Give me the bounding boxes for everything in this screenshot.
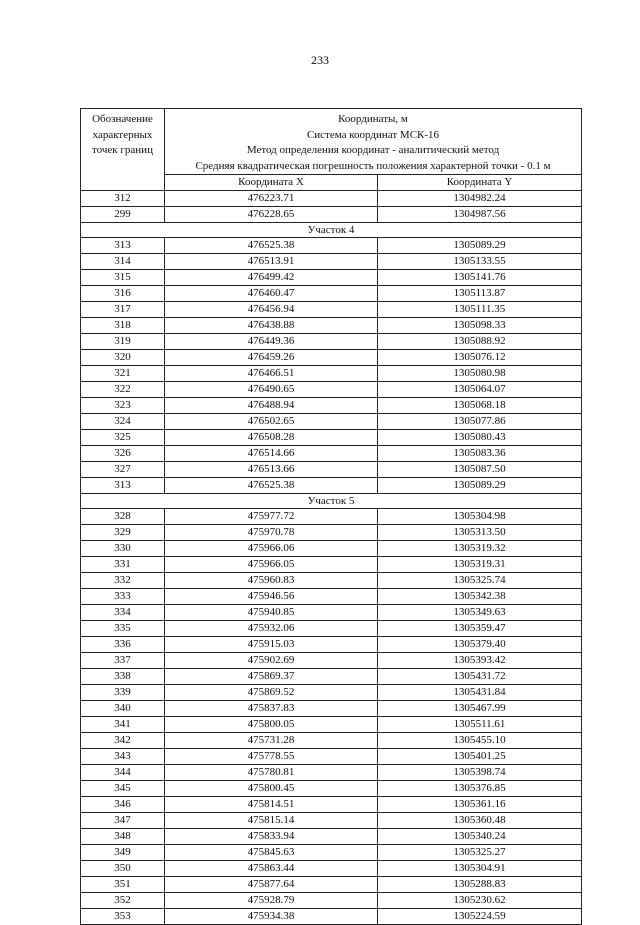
table-row: [81, 446, 582, 462]
table-row: [81, 430, 582, 446]
section-label: Участок 5: [81, 494, 582, 509]
coordinate-y-cell: 1305230.62: [378, 893, 582, 909]
coordinate-y-cell: 1305431.84: [378, 685, 582, 701]
coordinate-y-cell: 1305455.10: [378, 733, 582, 749]
coordinate-y-cell: 1305098.33: [378, 318, 582, 334]
point-id-cell: 321: [81, 366, 165, 382]
point-id-cell: 350: [81, 861, 165, 877]
table-row: [81, 717, 582, 733]
coordinate-x-cell: 475863.44: [165, 861, 378, 877]
coordinate-y-cell: 1305376.85: [378, 781, 582, 797]
table-row: [81, 573, 582, 589]
coordinate-y-cell: 1305304.91: [378, 861, 582, 877]
coordinate-x-cell: 475780.81: [165, 765, 378, 781]
coordinate-x-cell: 475869.37: [165, 669, 378, 685]
coordinate-y-cell: 1305319.32: [378, 541, 582, 557]
point-id-cell: 319: [81, 334, 165, 350]
coordinate-y-cell: 1305141.76: [378, 270, 582, 286]
accuracy-line: Средняя квадратическая погрешность положения характерной точки - 0.1 м: [195, 159, 551, 172]
table-row: [81, 813, 582, 829]
point-id-cell: 334: [81, 605, 165, 621]
coordinate-x-cell: 475800.05: [165, 717, 378, 733]
coordinate-x-cell: 476502.65: [165, 414, 378, 430]
table-row: [81, 589, 582, 605]
point-id-cell: 336: [81, 637, 165, 653]
table-row: [81, 525, 582, 541]
table-row: [81, 382, 582, 398]
coordinate-x-cell: 475966.05: [165, 557, 378, 573]
point-id-cell: 330: [81, 541, 165, 557]
coordinate-y-cell: 1305080.98: [378, 366, 582, 382]
coordinate-x-cell: 475814.51: [165, 797, 378, 813]
table-row: [81, 557, 582, 573]
point-id-cell: 324: [81, 414, 165, 430]
point-id-cell: 327: [81, 462, 165, 478]
table-row: [81, 462, 582, 478]
coordinate-y-cell: 1305467.99: [378, 701, 582, 717]
coordinates-table-body: [81, 109, 582, 925]
coordinate-x-cell: 475970.78: [165, 525, 378, 541]
table-row: [81, 701, 582, 717]
coordinate-x-cell: 476466.51: [165, 366, 378, 382]
coordinate-x-cell: 476438.88: [165, 318, 378, 334]
table-row: [81, 254, 582, 270]
point-id-cell: 348: [81, 829, 165, 845]
coordinate-x-cell: 475837.83: [165, 701, 378, 717]
page-number: 233: [311, 53, 329, 67]
coordinate-x-cell: 475934.38: [165, 909, 378, 925]
table-row: [81, 669, 582, 685]
coordinate-x-cell: 476460.47: [165, 286, 378, 302]
point-id-cell: 343: [81, 749, 165, 765]
coordinate-x-cell: 475940.85: [165, 605, 378, 621]
coordinate-x-cell: 475731.28: [165, 733, 378, 749]
point-id-cell: 325: [81, 430, 165, 446]
table-row: [81, 191, 582, 207]
coordinate-x-cell: 476525.38: [165, 238, 378, 254]
point-id-cell: 342: [81, 733, 165, 749]
coordinate-y-cell: 1305077.86: [378, 414, 582, 430]
coordinate-y-cell: 1305089.29: [378, 478, 582, 494]
table-row: [81, 685, 582, 701]
coordinate-y-cell: 1305304.98: [378, 509, 582, 525]
point-designation-header-line: точек границ: [92, 144, 153, 156]
point-id-cell: 352: [81, 893, 165, 909]
coordinate-x-header: Координата X: [165, 175, 378, 191]
coordinate-y-cell: 1305083.36: [378, 446, 582, 462]
coordinate-y-cell: 1305133.55: [378, 254, 582, 270]
point-id-cell: 332: [81, 573, 165, 589]
coordinates-header-line: Координаты, м: [338, 113, 408, 125]
point-id-cell: 346: [81, 797, 165, 813]
table-row: [81, 334, 582, 350]
coordinate-x-cell: 475815.14: [165, 813, 378, 829]
point-id-cell: 323: [81, 398, 165, 414]
point-id-cell: 299: [81, 207, 165, 223]
coordinate-y-cell: 1305068.18: [378, 398, 582, 414]
table-row: [81, 749, 582, 765]
coordinate-y-cell: 1305349.63: [378, 605, 582, 621]
table-row: [81, 733, 582, 749]
coordinate-system-line: Система координат МСК-16: [306, 128, 440, 141]
table-row: [81, 207, 582, 223]
point-id-cell: 347: [81, 813, 165, 829]
coordinate-y-cell: 1305111.35: [378, 302, 582, 318]
point-id-cell: 339: [81, 685, 165, 701]
coordinate-x-cell: 475966.06: [165, 541, 378, 557]
point-id-cell: 329: [81, 525, 165, 541]
table-row: [81, 398, 582, 414]
table-row: [81, 829, 582, 845]
coordinate-x-cell: 476223.71: [165, 191, 378, 207]
coordinate-y-cell: 1305224.59: [378, 909, 582, 925]
table-row: [81, 366, 582, 382]
coordinate-x-cell: 476499.42: [165, 270, 378, 286]
coordinate-x-cell: 476459.26: [165, 350, 378, 366]
coordinate-y-cell: 1305359.47: [378, 621, 582, 637]
coordinate-y-cell: 1305342.38: [378, 589, 582, 605]
section-label: Участок 4: [81, 223, 582, 238]
coordinate-x-cell: 475869.52: [165, 685, 378, 701]
coordinate-y-cell: 1305319.31: [378, 557, 582, 573]
section-row: [81, 223, 582, 238]
point-designation-header: [81, 109, 165, 191]
coordinate-y-cell: 1305398.74: [378, 765, 582, 781]
coordinate-x-cell: 475845.63: [165, 845, 378, 861]
coordinate-y-cell: 1305393.42: [378, 653, 582, 669]
coordinate-x-cell: 475800.45: [165, 781, 378, 797]
coordinate-x-cell: 475932.06: [165, 621, 378, 637]
point-id-cell: 331: [81, 557, 165, 573]
coordinate-y-cell: 1305076.12: [378, 350, 582, 366]
point-designation-header-line: Обозначение: [92, 113, 153, 125]
point-id-cell: 315: [81, 270, 165, 286]
coordinate-y-cell: 1304982.24: [378, 191, 582, 207]
coordinate-y-cell: 1305080.43: [378, 430, 582, 446]
point-id-cell: 344: [81, 765, 165, 781]
coordinate-y-cell: 1305088.92: [378, 334, 582, 350]
section-row: [81, 494, 582, 509]
table-row: [81, 270, 582, 286]
method-line: Метод определения координат - аналитический метод: [246, 144, 500, 156]
point-id-cell: 341: [81, 717, 165, 733]
coordinate-x-cell: 475778.55: [165, 749, 378, 765]
point-id-cell: 340: [81, 701, 165, 717]
coordinate-x-cell: 476488.94: [165, 398, 378, 414]
coordinate-y-cell: 1305340.24: [378, 829, 582, 845]
coordinate-x-cell: 476508.28: [165, 430, 378, 446]
table-row: [81, 845, 582, 861]
coordinate-y-header: Координата Y: [378, 175, 582, 191]
table-row: [81, 414, 582, 430]
coordinate-y-cell: 1305379.40: [378, 637, 582, 653]
table-row: [81, 653, 582, 669]
coordinate-x-cell: 475977.72: [165, 509, 378, 525]
table-row: [81, 478, 582, 494]
coordinate-y-cell: 1305431.72: [378, 669, 582, 685]
coordinate-y-cell: 1305325.27: [378, 845, 582, 861]
coordinates-header: [165, 109, 582, 175]
table-row: [81, 318, 582, 334]
point-id-cell: 337: [81, 653, 165, 669]
coordinate-y-cell: 1305064.07: [378, 382, 582, 398]
table-row: [81, 302, 582, 318]
coordinate-y-cell: 1305360.48: [378, 813, 582, 829]
table-row: [81, 893, 582, 909]
point-id-cell: 316: [81, 286, 165, 302]
coordinates-table: [80, 108, 582, 925]
point-id-cell: 314: [81, 254, 165, 270]
coordinate-x-cell: 476525.38: [165, 478, 378, 494]
point-id-cell: 328: [81, 509, 165, 525]
table-row: [81, 797, 582, 813]
point-id-cell: 338: [81, 669, 165, 685]
coordinate-y-cell: 1305288.83: [378, 877, 582, 893]
coordinate-y-cell: 1305401.25: [378, 749, 582, 765]
table-row: [81, 861, 582, 877]
point-id-cell: 313: [81, 238, 165, 254]
coordinate-y-cell: 1305087.50: [378, 462, 582, 478]
point-id-cell: 349: [81, 845, 165, 861]
coordinate-y-cell: 1305511.61: [378, 717, 582, 733]
point-id-cell: 318: [81, 318, 165, 334]
coordinate-y-cell: 1305313.50: [378, 525, 582, 541]
table-row: [81, 637, 582, 653]
point-id-cell: 322: [81, 382, 165, 398]
table-row: [81, 509, 582, 525]
coordinate-y-cell: 1305325.74: [378, 573, 582, 589]
table-row: [81, 621, 582, 637]
coordinate-x-cell: 476490.65: [165, 382, 378, 398]
table-row: [81, 541, 582, 557]
coordinate-x-cell: 476513.91: [165, 254, 378, 270]
table-row: [81, 350, 582, 366]
coordinate-x-cell: 475928.79: [165, 893, 378, 909]
point-id-cell: 351: [81, 877, 165, 893]
table-row: [81, 781, 582, 797]
header-row: [81, 109, 582, 175]
coordinate-x-cell: 475833.94: [165, 829, 378, 845]
point-id-cell: 326: [81, 446, 165, 462]
coordinate-x-cell: 475915.03: [165, 637, 378, 653]
table-row: [81, 877, 582, 893]
coordinate-y-cell: 1305361.16: [378, 797, 582, 813]
point-id-cell: 320: [81, 350, 165, 366]
coordinate-x-cell: 476456.94: [165, 302, 378, 318]
point-id-cell: 313: [81, 478, 165, 494]
point-id-cell: 317: [81, 302, 165, 318]
coordinate-x-cell: 476513.66: [165, 462, 378, 478]
coordinate-x-cell: 476228.65: [165, 207, 378, 223]
coordinate-y-cell: 1305089.29: [378, 238, 582, 254]
coordinate-x-cell: 475946.56: [165, 589, 378, 605]
point-designation-header-line: характерных: [92, 128, 153, 141]
point-id-cell: 353: [81, 909, 165, 925]
point-id-cell: 335: [81, 621, 165, 637]
table-row: [81, 286, 582, 302]
coordinate-y-cell: 1305113.87: [378, 286, 582, 302]
coordinate-x-cell: 475877.64: [165, 877, 378, 893]
coordinate-y-cell: 1304987.56: [378, 207, 582, 223]
point-id-cell: 312: [81, 191, 165, 207]
table-row: [81, 238, 582, 254]
point-id-cell: 345: [81, 781, 165, 797]
coordinate-x-cell: 475960.83: [165, 573, 378, 589]
point-id-cell: 333: [81, 589, 165, 605]
coordinate-x-cell: 475902.69: [165, 653, 378, 669]
table-row: [81, 605, 582, 621]
coordinate-x-cell: 476514.66: [165, 446, 378, 462]
table-row: [81, 909, 582, 925]
coordinate-x-cell: 476449.36: [165, 334, 378, 350]
table-row: [81, 765, 582, 781]
